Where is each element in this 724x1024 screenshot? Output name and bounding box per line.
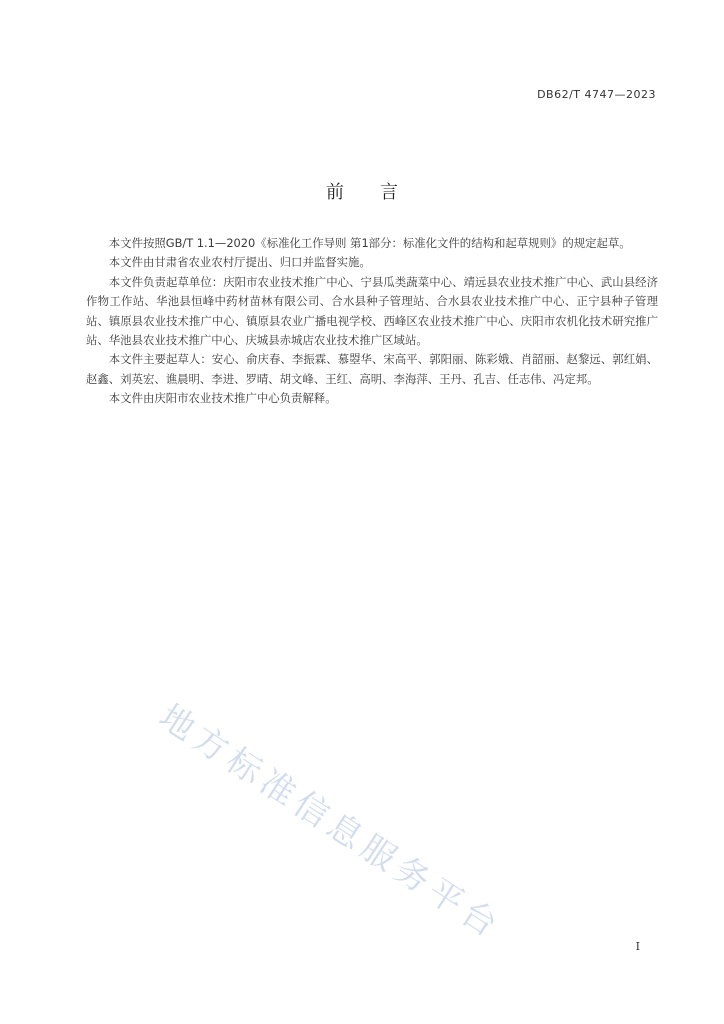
page-title (0, 178, 724, 204)
paragraph-drafters: 本文件主要起草人：安心、俞庆春、李振霖、慕曌华、宋高平、郭阳丽、陈彩娥、肖韶丽、赵黎远、郭红娟、赵鑫、刘英宏、谯晨明、李进、罗晴、胡文峰、王红、高明、李海萍、王丹、孔吉、任志伟、冯定邦。 (86, 352, 658, 386)
paragraph-interpretation: 本文件由庆阳市农业技术推广中心负责解释。 (108, 391, 337, 406)
paragraph-drafting-units: 本文件负责起草单位：庆阳市农业技术推广中心、宁县瓜类蔬菜中心、靖远县农业技术推广中心、武山县经济作物工作站、华池县恒峰中药材苗林有限公司、合水县种子管理站、合水县农业技术推广中心、正宁县种子管理站、镇原县农业技术推广中心、镇原县农业广播电视学校、西峰区农业技术推广中心、庆阳市农机化技术研究推广站、华池县农业技术推广中心、庆城县赤城店农业技术推广区域站。 (86, 274, 658, 348)
paragraph-proposer: 本文件由甘肃省农业农村厅提出、归口并监督实施。 (108, 255, 371, 270)
title-char-1: 前 (326, 182, 344, 203)
paragraph-drafting-rules: 本文件按照GB/T 1.1—2020《标准化工作导则 第1部分：标准化文件的结构和起草规则》的规定起草。 (108, 236, 631, 250)
page-number: I (635, 940, 640, 953)
foreword-body (86, 234, 658, 409)
standard-code: DB62/T 4747—2023 (537, 88, 656, 101)
watermark: 地方标准信息服务平台 (151, 696, 510, 949)
title-char-2: 言 (380, 182, 398, 203)
